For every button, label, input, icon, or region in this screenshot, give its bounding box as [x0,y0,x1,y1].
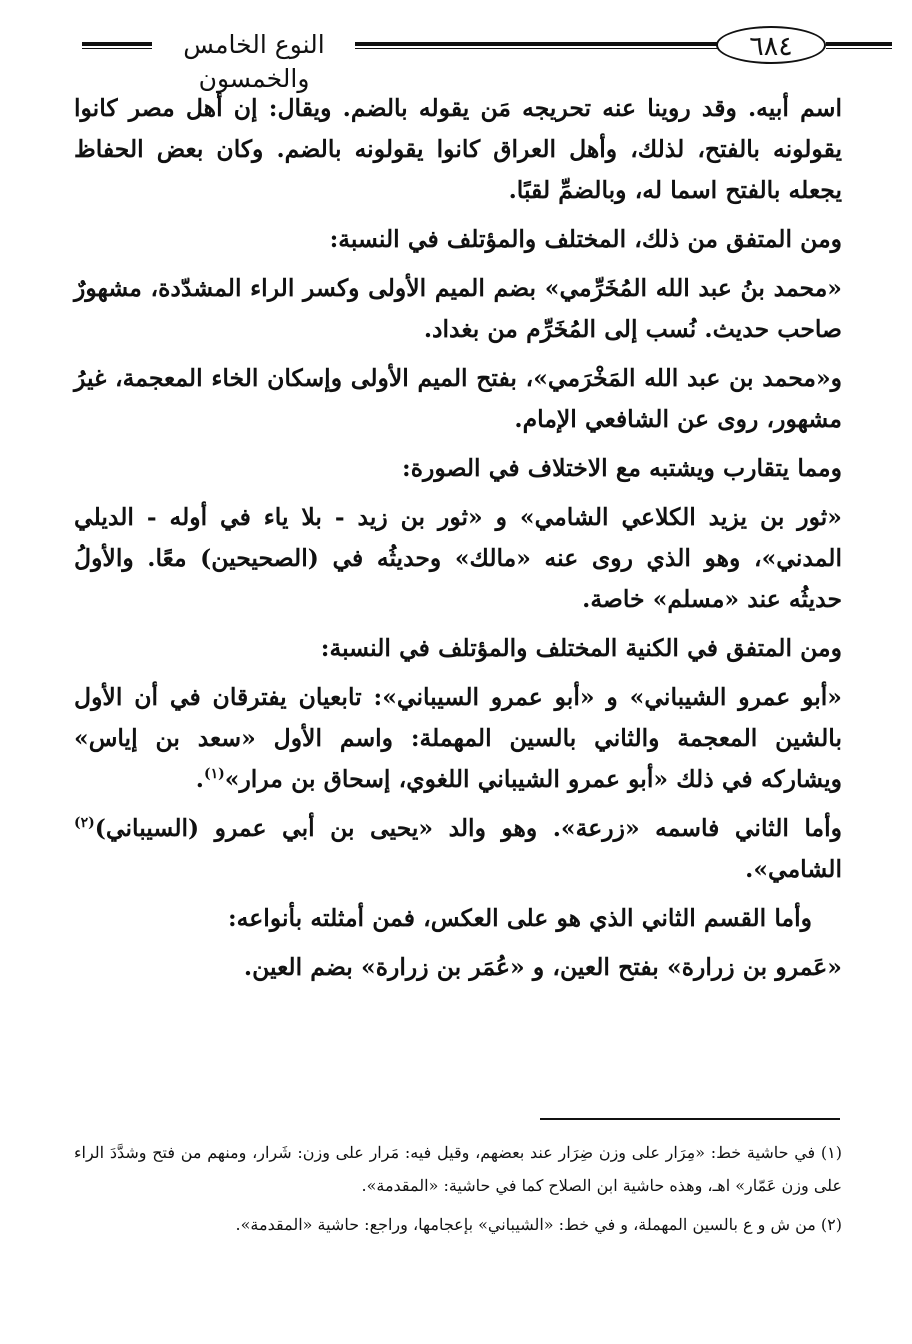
paragraph-10: وأما القسم الثاني الذي هو على العكس، فمن أمثلته بأنواعه: [228,904,812,932]
page-number: ٦٨٤ [716,26,826,64]
paragraph-1: اسم أبيه. وقد روينا عنه تحريجه مَن يقوله بالضم. ويقال: إن أهل مصر كانوا يقولونه بالفتح، لذلك، وأهل العراق كانوا يقولونه بالضم. وكان بعض الحفاظ يجعله بالفتح اسما له، وبالضمِّ لقبًا. [74,94,842,204]
footnote-ref-2: (٢) [74,815,95,832]
footnotes [74,1136,842,1247]
paragraph-7: ومن المتفق في الكنية المختلف والمؤتلف في النسبة: [320,634,842,662]
paragraph-2: ومن المتفق من ذلك، المختلف والمؤتلف في النسبة: [329,225,842,253]
header-rule-right [826,42,892,49]
footnote-ref-1: (١) [203,766,225,783]
header-rule-middle [355,42,775,49]
page-header [70,24,840,93]
footnote-2: (٢) من ش و ع بالسين المهملة، و في خط: «الشيباني» بإعجامها، وراجع: حاشية «المقدمة». [235,1215,842,1234]
paragraph-4: و«محمد بن عبد الله المَخْرَمي»، بفتح الميم الأولى وإسكان الخاء المعجمة، غيرُ مشهور، روى عن الشافعي الإمام. [74,364,842,433]
footnote-separator [540,1118,840,1120]
main-text [74,88,842,996]
paragraph-6: «ثور بن يزيد الكلاعي الشامي» و «ثور بن زيد - بلا ياء في أوله - الديلي المدني»، وهو الذي روى عنه «مالك» وحديثُه في (الصحيحين) معًا. والأولُ حديثُه عند «مسلم» خاصة. [74,503,842,613]
paragraph-8-text: «أبو عمرو الشيباني» و «أبو عمرو السيباني»: تابعيان يفترقان في أن الأول بالشين المعجمة والثاني بالسين المهملة: واسم الأول «سعد بن إياس» ويشاركه في ذلك «أبو عمرو الشيباني اللغوي، إسحاق بن مرار» [74,683,842,793]
paragraph-5: ومما يتقارب ويشتبه مع الاختلاف في الصورة: [402,454,842,482]
paragraph-3: «محمد بنُ عبد الله المُخَرِّمي» بضم الميم الأولى وكسر الراء المشدّدة، مشهورٌ صاحب حديث. نُسب إلى المُخَرِّم من بغداد. [74,274,842,343]
paragraph-9-end: الشامي». [745,855,842,883]
footnote-1: (١) في حاشية خط: «مِرَار على وزن ضِرَار عند بعضهم، وقيل فيه: مَرار على وزن: شَرار، ومنهم من فتح وشدَّدَ الراء على وزن عَمّار» اهـ، وهذه حاشية ابن الصلاح كما في حاشية: «المقدمة». [74,1143,843,1195]
header-rule-left [82,42,152,49]
chapter-title: النوع الخامس والخمسون [183,30,325,93]
paragraph-8-end: . [195,765,204,793]
paragraph-9-text: وأما الثاني فاسمه «زرعة». وهو والد «يحيى بن أبي عمرو (السيباني) [94,814,842,842]
paragraph-9 [74,808,842,890]
paragraph-11: «عَمرو بن زرارة» بفتح العين، و «عُمَر بن زرارة» بضم العين. [243,953,842,981]
paragraph-8 [74,677,842,800]
